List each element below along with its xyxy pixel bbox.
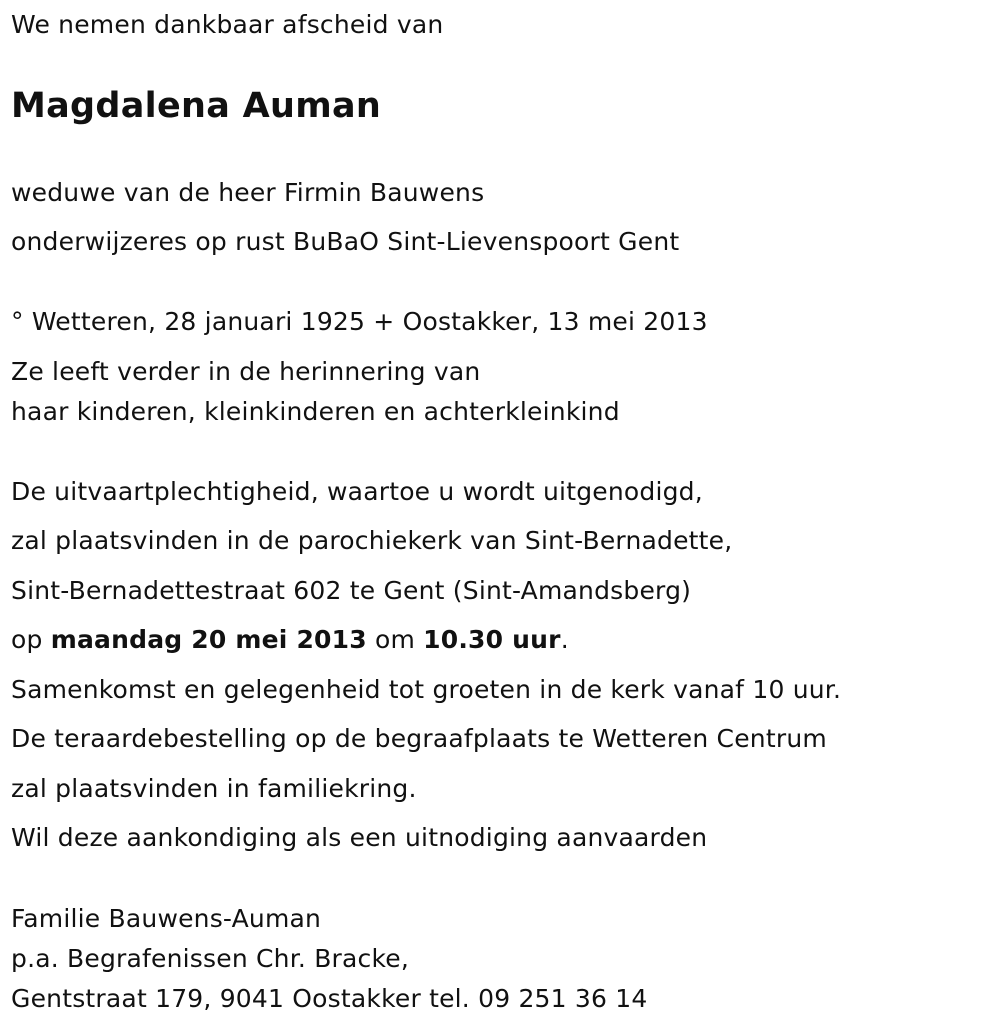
funeral-line-5: Samenkomst en gelegenheid tot groeten in de kerk vanaf 10 uur.: [11, 675, 842, 704]
intro-text: We nemen dankbaar afscheid van: [11, 10, 444, 39]
funeral-time: 10.30 uur: [423, 625, 561, 654]
birth-death-text: ° Wetteren, 28 januari 1925 + Oostakker, 13 mei 2013: [11, 307, 708, 336]
date-prefix: op: [11, 625, 51, 654]
undertaker-name: p.a. Begrafenissen Chr. Bracke,: [11, 944, 410, 973]
funeral-date: maandag 20 mei 2013: [50, 625, 367, 654]
funeral-line-1: De uitvaartplechtigheid, waartoe u wordt uitgenodigd,: [11, 477, 703, 506]
date-suffix: .: [560, 625, 569, 654]
relation-text: weduwe van de heer Firmin Bauwens: [11, 178, 485, 207]
funeral-line-3: Sint-Bernadettestraat 602 te Gent (Sint-Amandsberg): [11, 576, 692, 605]
deceased-name: Magdalena Auman: [11, 86, 382, 126]
memory-line-1: Ze leeft verder in de herinnering van: [11, 357, 481, 386]
funeral-line-7: zal plaatsvinden in familiekring.: [11, 774, 417, 803]
funeral-date-line: [11, 625, 569, 655]
funeral-line-8: Wil deze aankondiging als een uitnodiging aanvaarden: [11, 823, 708, 852]
family-name: Familie Bauwens-Auman: [11, 904, 322, 933]
funeral-line-6: De teraardebestelling op de begraafplaats te Wetteren Centrum: [11, 724, 827, 753]
time-prefix: om: [366, 625, 424, 654]
funeral-line-2: zal plaatsvinden in de parochiekerk van Sint-Bernadette,: [11, 526, 733, 555]
memory-line-2: haar kinderen, kleinkinderen en achterkleinkind: [11, 397, 620, 426]
occupation-text: onderwijzeres op rust BuBaO Sint-Lievenspoort Gent: [11, 227, 680, 256]
contact-address: Gentstraat 179, 9041 Oostakker tel. 09 251 36 14: [11, 984, 648, 1013]
